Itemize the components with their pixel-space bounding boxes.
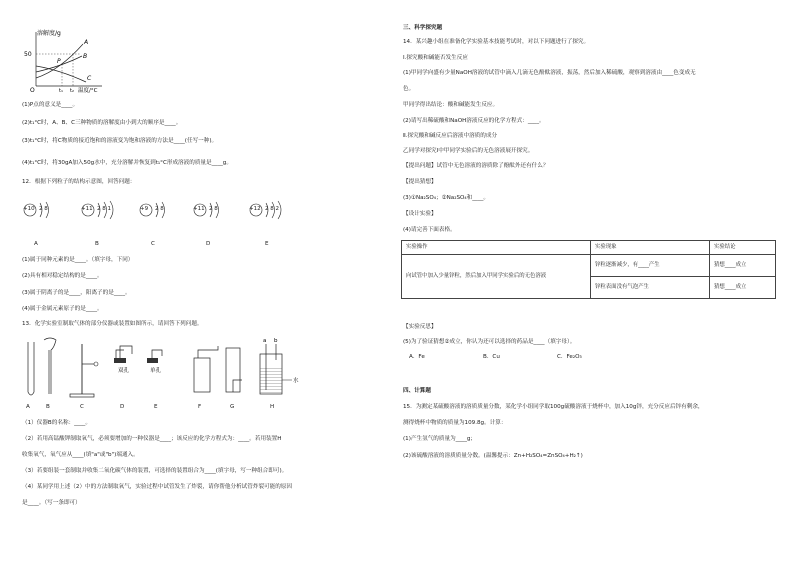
q13-line-3: 收集氧气，氧气应从____(填"a"或"b")端通入。: [22, 452, 139, 458]
table-conclusion-cell: 猜想____成立: [710, 277, 776, 299]
apparatus-figure: [20, 334, 310, 404]
tick-50: 50: [24, 51, 32, 58]
q11-line-4: (4)t₁°C时，将30gA加入50g水中，充分溶解并恢复到t₁°C形成溶液的质量是____g。: [22, 160, 232, 166]
solubility-graph: [20, 28, 110, 94]
q13-line-4: （3）若要组装一套制取并收集二氧化碳气体的装置，可选择的装置组合为____(填字母，写一种组合即可)。: [22, 468, 288, 474]
q11-line-2: (2)t₁°C时，A、B、C三种物质的溶解度由小到大的顺序是____。: [22, 120, 182, 126]
origin-label: O: [30, 87, 35, 94]
section-3-heading: 三、科学探究题: [403, 25, 443, 31]
q11-line-3: (3)t₁°C时，将C物质的接近饱和的溶液变为饱和溶液的方法是____(任写一种)。: [22, 138, 218, 144]
part2-line-1: 乙同学对探究Ⅰ中甲同学实验后的无色溶液展开探究。: [403, 148, 534, 154]
part2-line-3: 【提出猜想】: [403, 179, 437, 185]
bottle-h-a: a: [263, 338, 267, 344]
part-2-heading: Ⅱ.探究酸和碱反应后溶液中溶质的成分: [403, 133, 498, 139]
bottle-h-water: 水: [293, 378, 299, 384]
x-axis-label: 温度/°C: [78, 88, 98, 94]
atom-c-nucleus: +9: [140, 206, 149, 212]
apparatus-label-b: B: [46, 404, 50, 410]
atom-d-shells: 2 8: [209, 206, 218, 212]
atom-d-nucleus: +11: [193, 206, 205, 212]
apparatus-label-e: E: [154, 404, 158, 410]
table-header-phenomenon: 实验现象: [591, 241, 710, 255]
atom-d-label: D: [206, 241, 211, 247]
point-p-label: P: [57, 58, 61, 65]
q12-line-2: (2)具有相对稳定结构的是____。: [22, 273, 103, 279]
q14-intro: 14．某兴趣小组在准备化学实验基本技能考试时，对以下问题进行了探究。: [403, 39, 590, 45]
atom-c-shells: 2 8: [155, 206, 164, 212]
t2-label: t₂: [70, 88, 74, 94]
table-row: [402, 255, 776, 277]
funnel-b: [44, 338, 56, 394]
curve-c-label: C: [87, 75, 92, 82]
atom-a-nucleus: +10: [23, 206, 35, 212]
table-header-operation: 实验操作: [402, 241, 591, 255]
part2-line-6: (4)请完善下面表格。: [403, 227, 456, 233]
table-header-conclusion: 实验结论: [710, 241, 776, 255]
q13-title: 13．化学实验室制取气体的部分仪器或装置如图所示，请回答下列问题。: [22, 321, 203, 327]
experiment-table: [401, 240, 776, 299]
curve-b-label: B: [83, 53, 88, 60]
apparatus-label-h: H: [270, 404, 275, 410]
q13-line-2: （2）若用高锰酸钾制取氧气，必须要增加的一种仪器是____；该反应的化学方程式为：____。若用装置H: [22, 436, 282, 442]
section-4-heading: 四、计算题: [403, 388, 431, 394]
q12-title: 12．根据下列粒子的结构示意图，回答问题：: [22, 179, 136, 185]
apparatus-label-f: F: [198, 404, 202, 410]
apparatus-label-d: D: [120, 404, 125, 410]
atom-b-label: B: [95, 241, 99, 247]
apparatus-label-g: G: [230, 404, 235, 410]
curve-a-label: A: [84, 39, 89, 46]
atom-d: [192, 200, 242, 222]
atom-b-nucleus: +11: [81, 206, 93, 212]
stopper-e: [147, 350, 162, 363]
stopper-e-caption: 单孔: [150, 368, 162, 374]
atom-b-shells: 2 8 1: [97, 206, 111, 212]
curve-c: [36, 66, 86, 82]
atom-a: [22, 200, 72, 222]
bottle-h: [260, 344, 292, 394]
q12-line-1: (1)属于同种元素的是____。（填字母，下同）: [22, 257, 134, 263]
atom-a-shells: 2 8: [39, 206, 48, 212]
test-tube-a: [28, 342, 34, 395]
option-a: A．Fe: [409, 354, 425, 360]
atom-a-label: A: [34, 241, 38, 247]
q11-line-1: (1)P点的意义是____。: [22, 102, 79, 108]
atom-c: [138, 200, 188, 222]
part2-line-2: 【提出问题】试管中无色溶液的溶质除了酚酞外还有什么？: [403, 163, 549, 169]
q13-line-6: 是____。（写一条即可）: [22, 500, 81, 506]
apparatus-label-c: C: [80, 404, 84, 410]
t1-label: t₁: [59, 88, 63, 94]
q12-line-4: (4)属于金属元素原子的是____。: [22, 306, 103, 312]
gas-jar-g: [226, 348, 242, 392]
atom-e-label: E: [265, 241, 269, 247]
stopper-d-caption: 双孔: [118, 368, 130, 374]
reflection-heading: 【实验反思】: [403, 324, 437, 330]
part2-line-5: 【设计实验】: [403, 211, 437, 217]
option-c: C．Fe₂O₃: [557, 354, 582, 360]
option-b: B．Cu: [483, 354, 500, 360]
atom-c-label: C: [151, 241, 155, 247]
bottle-h-b: b: [274, 338, 278, 344]
atom-e: [248, 200, 303, 222]
part1-line-4: (2)请写出稀硫酸和NaOH溶液反应的化学方程式：____。: [403, 118, 545, 124]
atom-e-nucleus: +12: [249, 206, 261, 212]
table-header-row: [402, 241, 776, 255]
q12-line-3: (3)属于阴离子的是____，阳离子的是____。: [22, 290, 131, 296]
y-axis-label: 溶解度/g: [37, 30, 61, 37]
part1-line-1: (1)甲同学向盛有少量NaOH溶液的试管中滴入几滴无色酚酞溶液，振荡，然后加入稀硫酸，观察到溶液由____色变成无: [403, 70, 696, 76]
bottle-f: [194, 346, 218, 392]
q13-line-5: （4）某同学用上述（2）中的方法制取氧气，实验过程中试管发生了炸裂，请你帮他分析试管炸裂可能的原因: [22, 484, 293, 490]
apparatus-label-a: A: [26, 404, 30, 410]
q15-line-4: (2)该硫酸溶液的溶质质量分数。(温馨提示：Zn+H₂SO₄=ZnSO₄+H₂↑): [403, 453, 583, 459]
part1-line-3: 甲同学得出结论：酸和碱能发生反应。: [403, 102, 499, 108]
atom-e-shells: 2 8 2: [265, 206, 279, 212]
part-1-heading: Ⅰ.探究酸和碱能否发生反应: [403, 55, 468, 61]
q13-line-1: （1）仪器B的名称：____。: [22, 420, 91, 426]
q15-line-2: 测得烧杯中物质的质量为109.8g。计算：: [403, 420, 507, 426]
table-operation-cell: 向试管中加入少量锌粒，然后加入甲同学实验后的无色溶液: [402, 255, 591, 299]
stopper-d: [114, 346, 132, 363]
part1-line-2: 色。: [403, 86, 415, 92]
iron-stand-c: [70, 344, 98, 397]
q15-line-3: (1)产生氢气的质量为____g；: [403, 436, 477, 442]
table-phenomenon-cell: 锌粒表面没有气泡产生: [591, 277, 710, 299]
table-phenomenon-cell: 锌粒逐渐减少，有____产生: [591, 255, 710, 277]
q15-line-1: 15．为测定某硫酸溶液的溶质质量分数，某化学小组同学取100g硫酸溶液于烧杯中，加入10g锌，充分反应后锌有剩余，: [403, 404, 704, 410]
part2-line-4: (3)①Na₂SO₄；②Na₂SO₄和____。: [403, 195, 490, 201]
reflection-line: (5)为了验证猜想②成立，你认为还可以选择的药品是____（填字母）。: [403, 339, 576, 345]
table-conclusion-cell: 猜想____成立: [710, 255, 776, 277]
atom-b: [80, 200, 135, 222]
